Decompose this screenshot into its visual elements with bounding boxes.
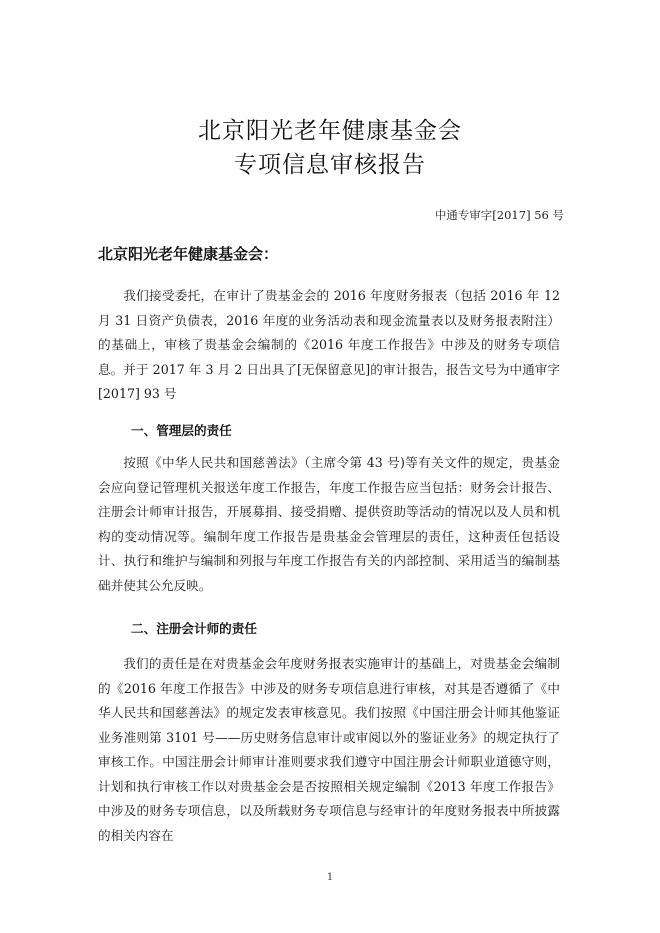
section-heading-auditor: 二、注册会计师的责任 [131,621,257,636]
page-number: 1 [326,872,334,883]
addressee: 北京阳光老年健康基金会： [98,245,279,263]
intro-paragraph: 我们接受委托，在审计了贵基金会的 2016 年度财务报表（包括 2016 年 12 月 31 日资产负债表，2016 年度的业务活动表和现金流量表以及财务报表附注）的基础上，审核了贵基金会编制的《2016 年度工作报告》中涉及的财务专项信息。并于 2017 年 3 月 2 日出具了[无保留意见]的审计报告，报告文号为中通审字[2017] 93 号 [98,288,560,401]
management-responsibility-paragraph: 按照《中华人民共和国慈善法》（主席令第 43 号)等有关文件的规定，贵基金会应向登记管理机关报送年度工作报告，年度工作报告应当包括：财务会计报告、注册会计师审计报告，开展募捐、接受捐赠、提供资助等活动的情况以及人员和机构的变动情况等。编制年度工作报告是贵基金会管理层的责任，这种责任包括设计、执行和维护与编制和列报与年度工作报告有关的内部控制、采用适当的编制基础并使其公允反映。 [98,455,560,593]
auditor-responsibility-paragraph: 我们的责任是在对贵基金会年度财务报表实施审计的基础上，对贵基金会编制的《2016 年度工作报告》中涉及的财务专项信息进行审核，对其是否遵循了《中华人民共和国慈善法》的规定发表审核意见。我们按照《中国注册会计师其他鉴证业务准则第 3101 号——历史财务信息审计或审阅以外的鉴证业务》的规定执行了审核工作。中国注册会计师审计准则要求我们遵守中国注册会计师职业道德守则，计划和执行审核工作以对贵基金会是否按照相关规定编制《2013 年度工作报告》中涉及的财务专项信息，以及所载财务专项信息与经审计的年度财务报表中所披露的相关内容在 [98,656,560,843]
document-number: 中通专审字[2017] 56 号 [434,208,564,222]
document-title: 北京阳光老年健康基金会 [198,118,462,144]
document-subtitle: 专项信息审核报告 [234,152,426,178]
section-heading-management: 一、管理层的责任 [131,423,232,438]
